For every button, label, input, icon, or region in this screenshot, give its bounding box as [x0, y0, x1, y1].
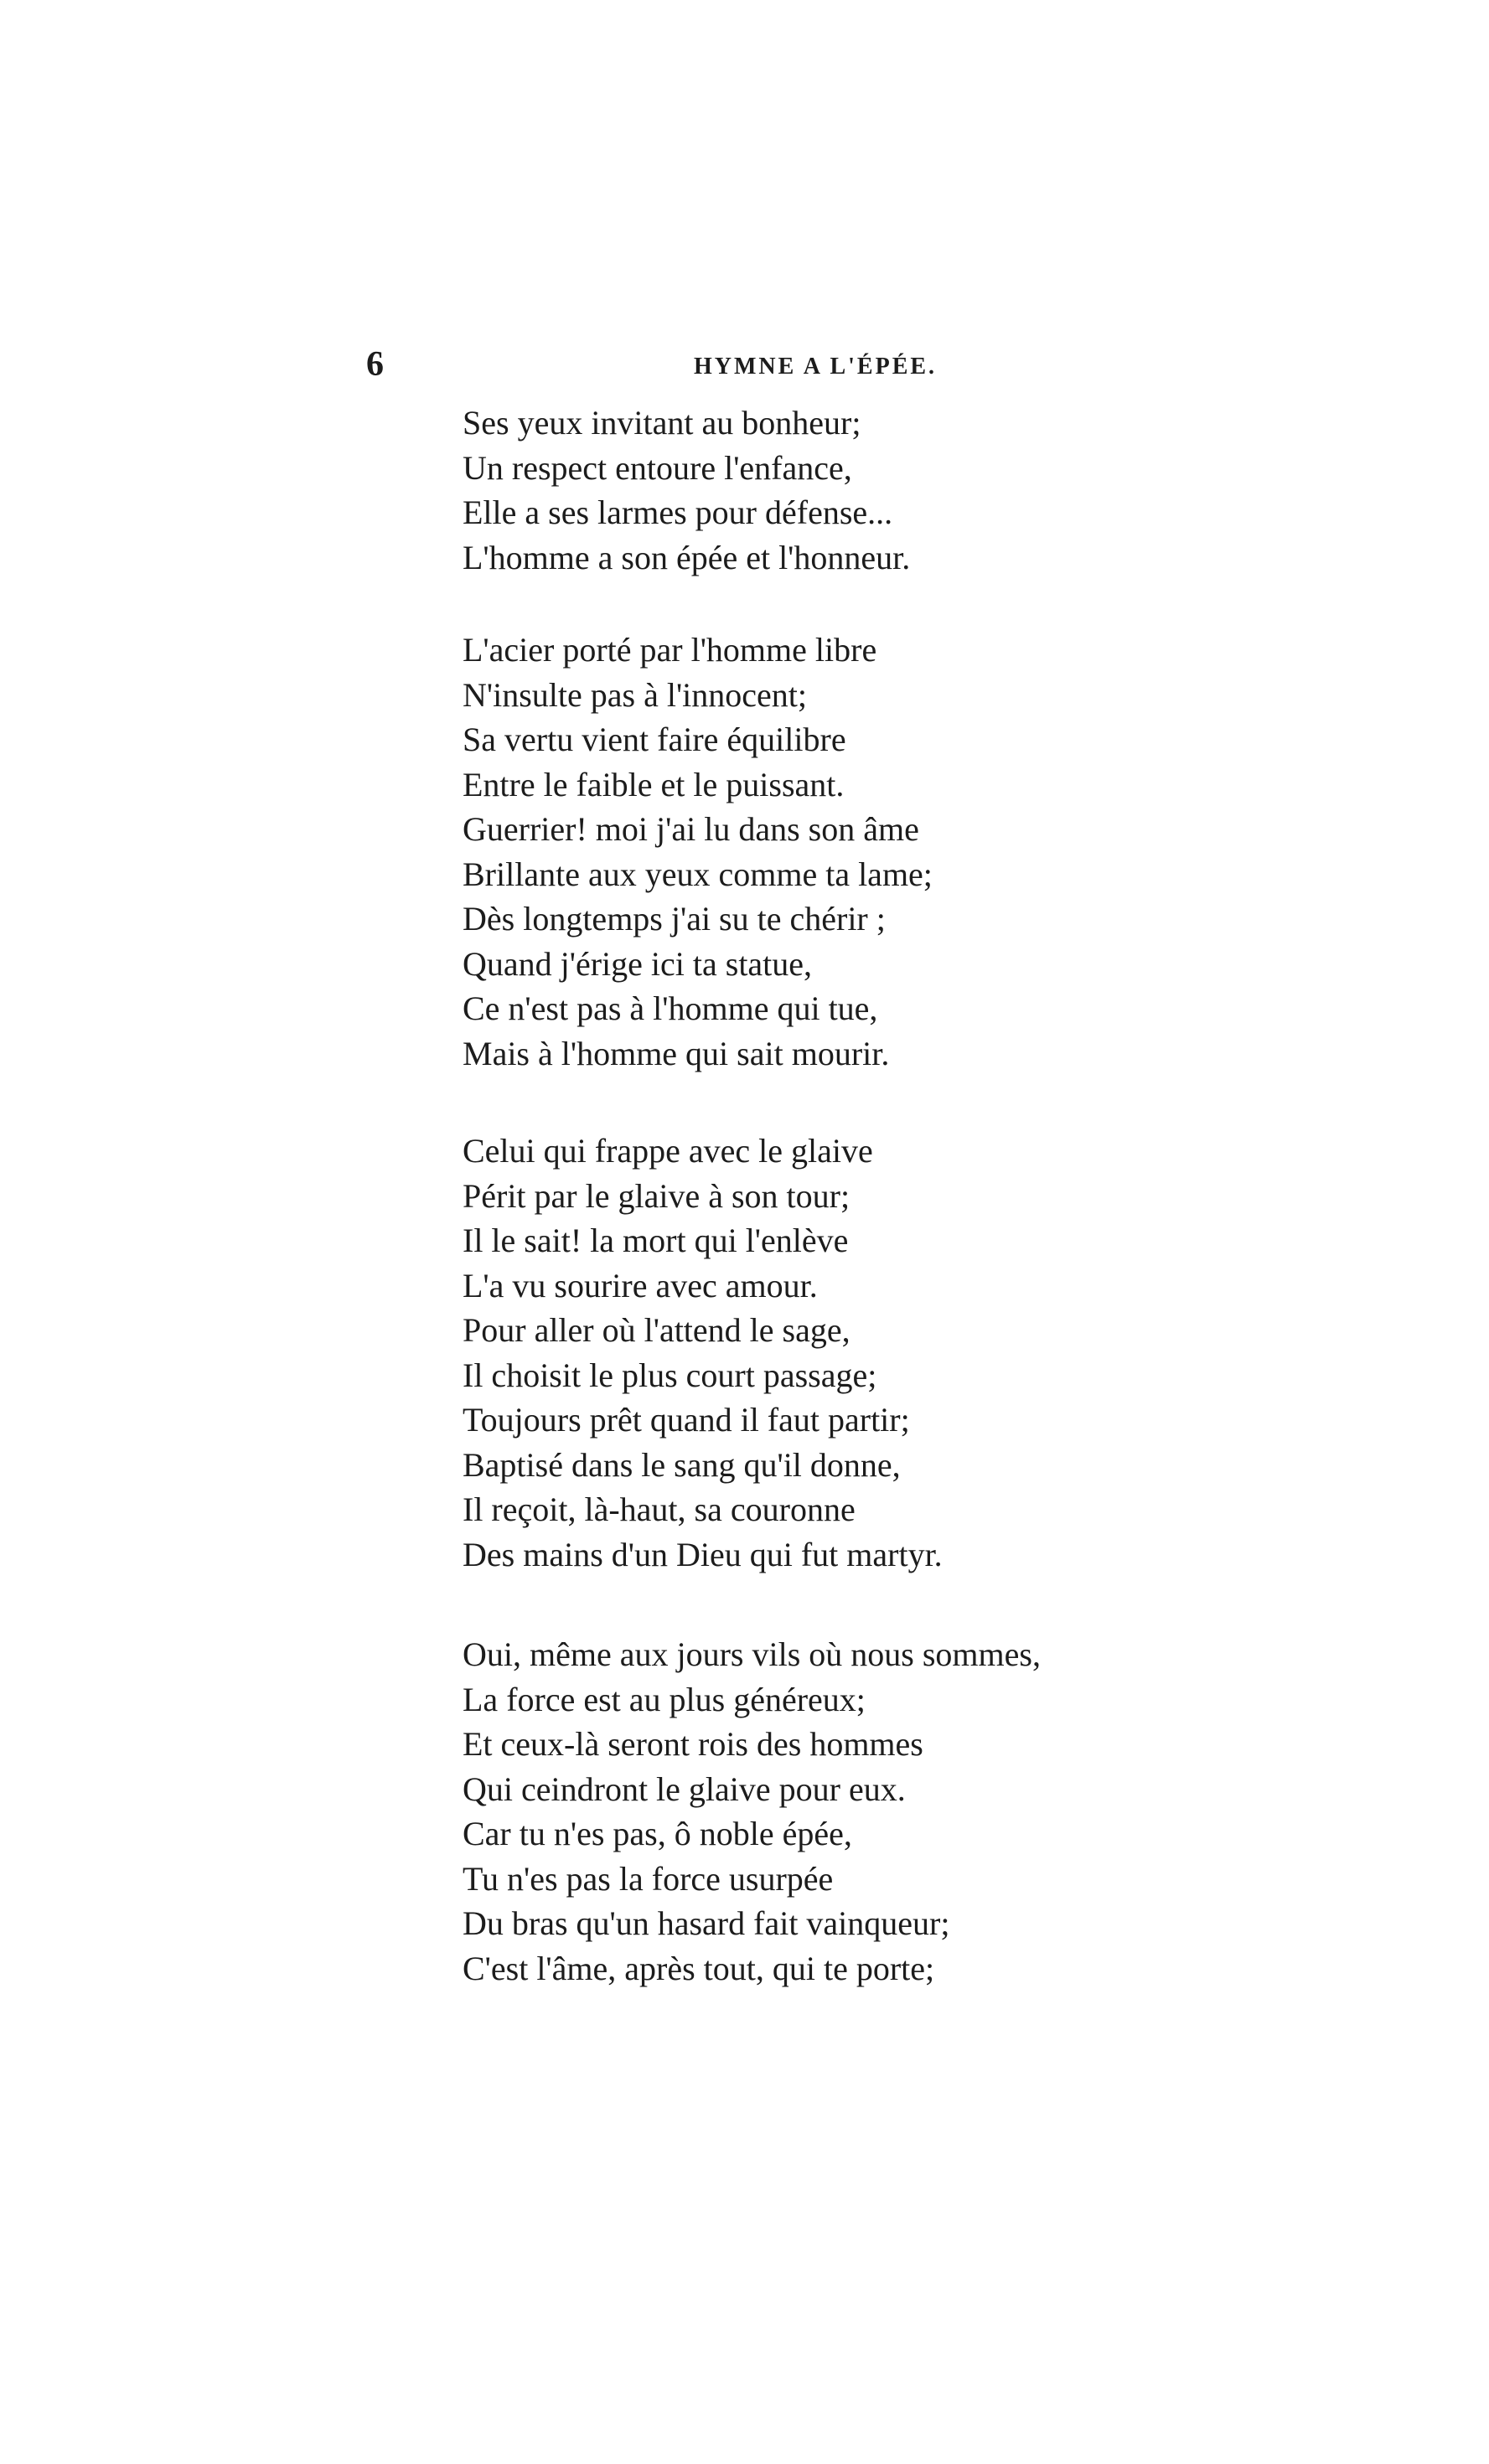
verse-line: Pour aller où l'attend le sage,	[463, 1311, 850, 1349]
stanza-1	[463, 400, 1384, 580]
verse-line: L'homme a son épée et l'honneur.	[463, 538, 911, 576]
verse-line: L'acier porté par l'homme libre	[463, 631, 877, 669]
verse-line: Toujours prêt quand il faut partir;	[463, 1401, 910, 1439]
verse-line: L'a vu sourire avec amour.	[463, 1266, 818, 1304]
verse-line: Il choisit le plus court passage;	[463, 1356, 877, 1394]
verse-line: Dès longtemps j'ai su te chérir ;	[463, 900, 886, 938]
verse-line: Un respect entoure l'enfance,	[463, 448, 852, 487]
verse-line: Oui, même aux jours vils où nous sommes,	[463, 1635, 1041, 1673]
stanza-2	[463, 628, 1384, 1076]
stanza-4	[463, 1632, 1384, 1991]
verse-line: Qui ceindront le glaive pour eux.	[463, 1769, 906, 1808]
verse-line: Elle a ses larmes pour défense...	[463, 493, 893, 531]
verse-line: Périt par le glaive à son tour;	[463, 1176, 850, 1215]
stanza-3	[463, 1129, 1384, 1577]
verse-line: Baptisé dans le sang qu'il donne,	[463, 1445, 901, 1484]
verse-line: Du bras qu'un hasard fait vainqueur;	[463, 1904, 950, 1942]
stanza-break	[463, 1577, 1384, 1632]
verse-line: Il reçoit, là-haut, sa couronne	[463, 1490, 856, 1528]
stanza-break	[463, 1076, 1384, 1129]
verse-line: Tu n'es pas la force usurpée	[463, 1859, 834, 1898]
verse-line: Guerrier! moi j'ai lu dans son âme	[463, 810, 919, 848]
verse-line: Car tu n'es pas, ô noble épée,	[463, 1815, 852, 1852]
verse-line: Quand j'érige ici ta statue,	[463, 944, 813, 983]
verse-line: Entre le faible et le puissant.	[463, 765, 845, 803]
verse-line: La force est au plus généreux;	[463, 1680, 866, 1718]
verse-line: Des mains d'un Dieu qui fut martyr.	[463, 1535, 943, 1573]
verse-line: Sa vertu vient faire équilibre	[463, 721, 846, 758]
verse-line: Et ceux-là seront rois des hommes	[463, 1725, 923, 1763]
poem	[463, 400, 1384, 1991]
verse-line: Brillante aux yeux comme ta lame;	[463, 855, 933, 893]
verse-line: N'insulte pas à l'innocent;	[463, 675, 807, 714]
running-title: HYMNE A L'ÉPÉE.	[694, 354, 938, 380]
stanza-break	[463, 580, 1384, 628]
verse-line: Ses yeux invitant au bonheur;	[463, 404, 861, 442]
page-number: 6	[366, 345, 384, 384]
verse-line: Il le sait! la mort qui l'enlève	[463, 1222, 849, 1259]
verse-line: Celui qui frappe avec le glaive	[463, 1132, 873, 1170]
verse-line: Ce n'est pas à l'homme qui tue,	[463, 989, 878, 1027]
verse-line: Mais à l'homme qui sait mourir.	[463, 1034, 890, 1072]
verse-line: C'est l'âme, après tout, qui te porte;	[463, 1949, 935, 1987]
